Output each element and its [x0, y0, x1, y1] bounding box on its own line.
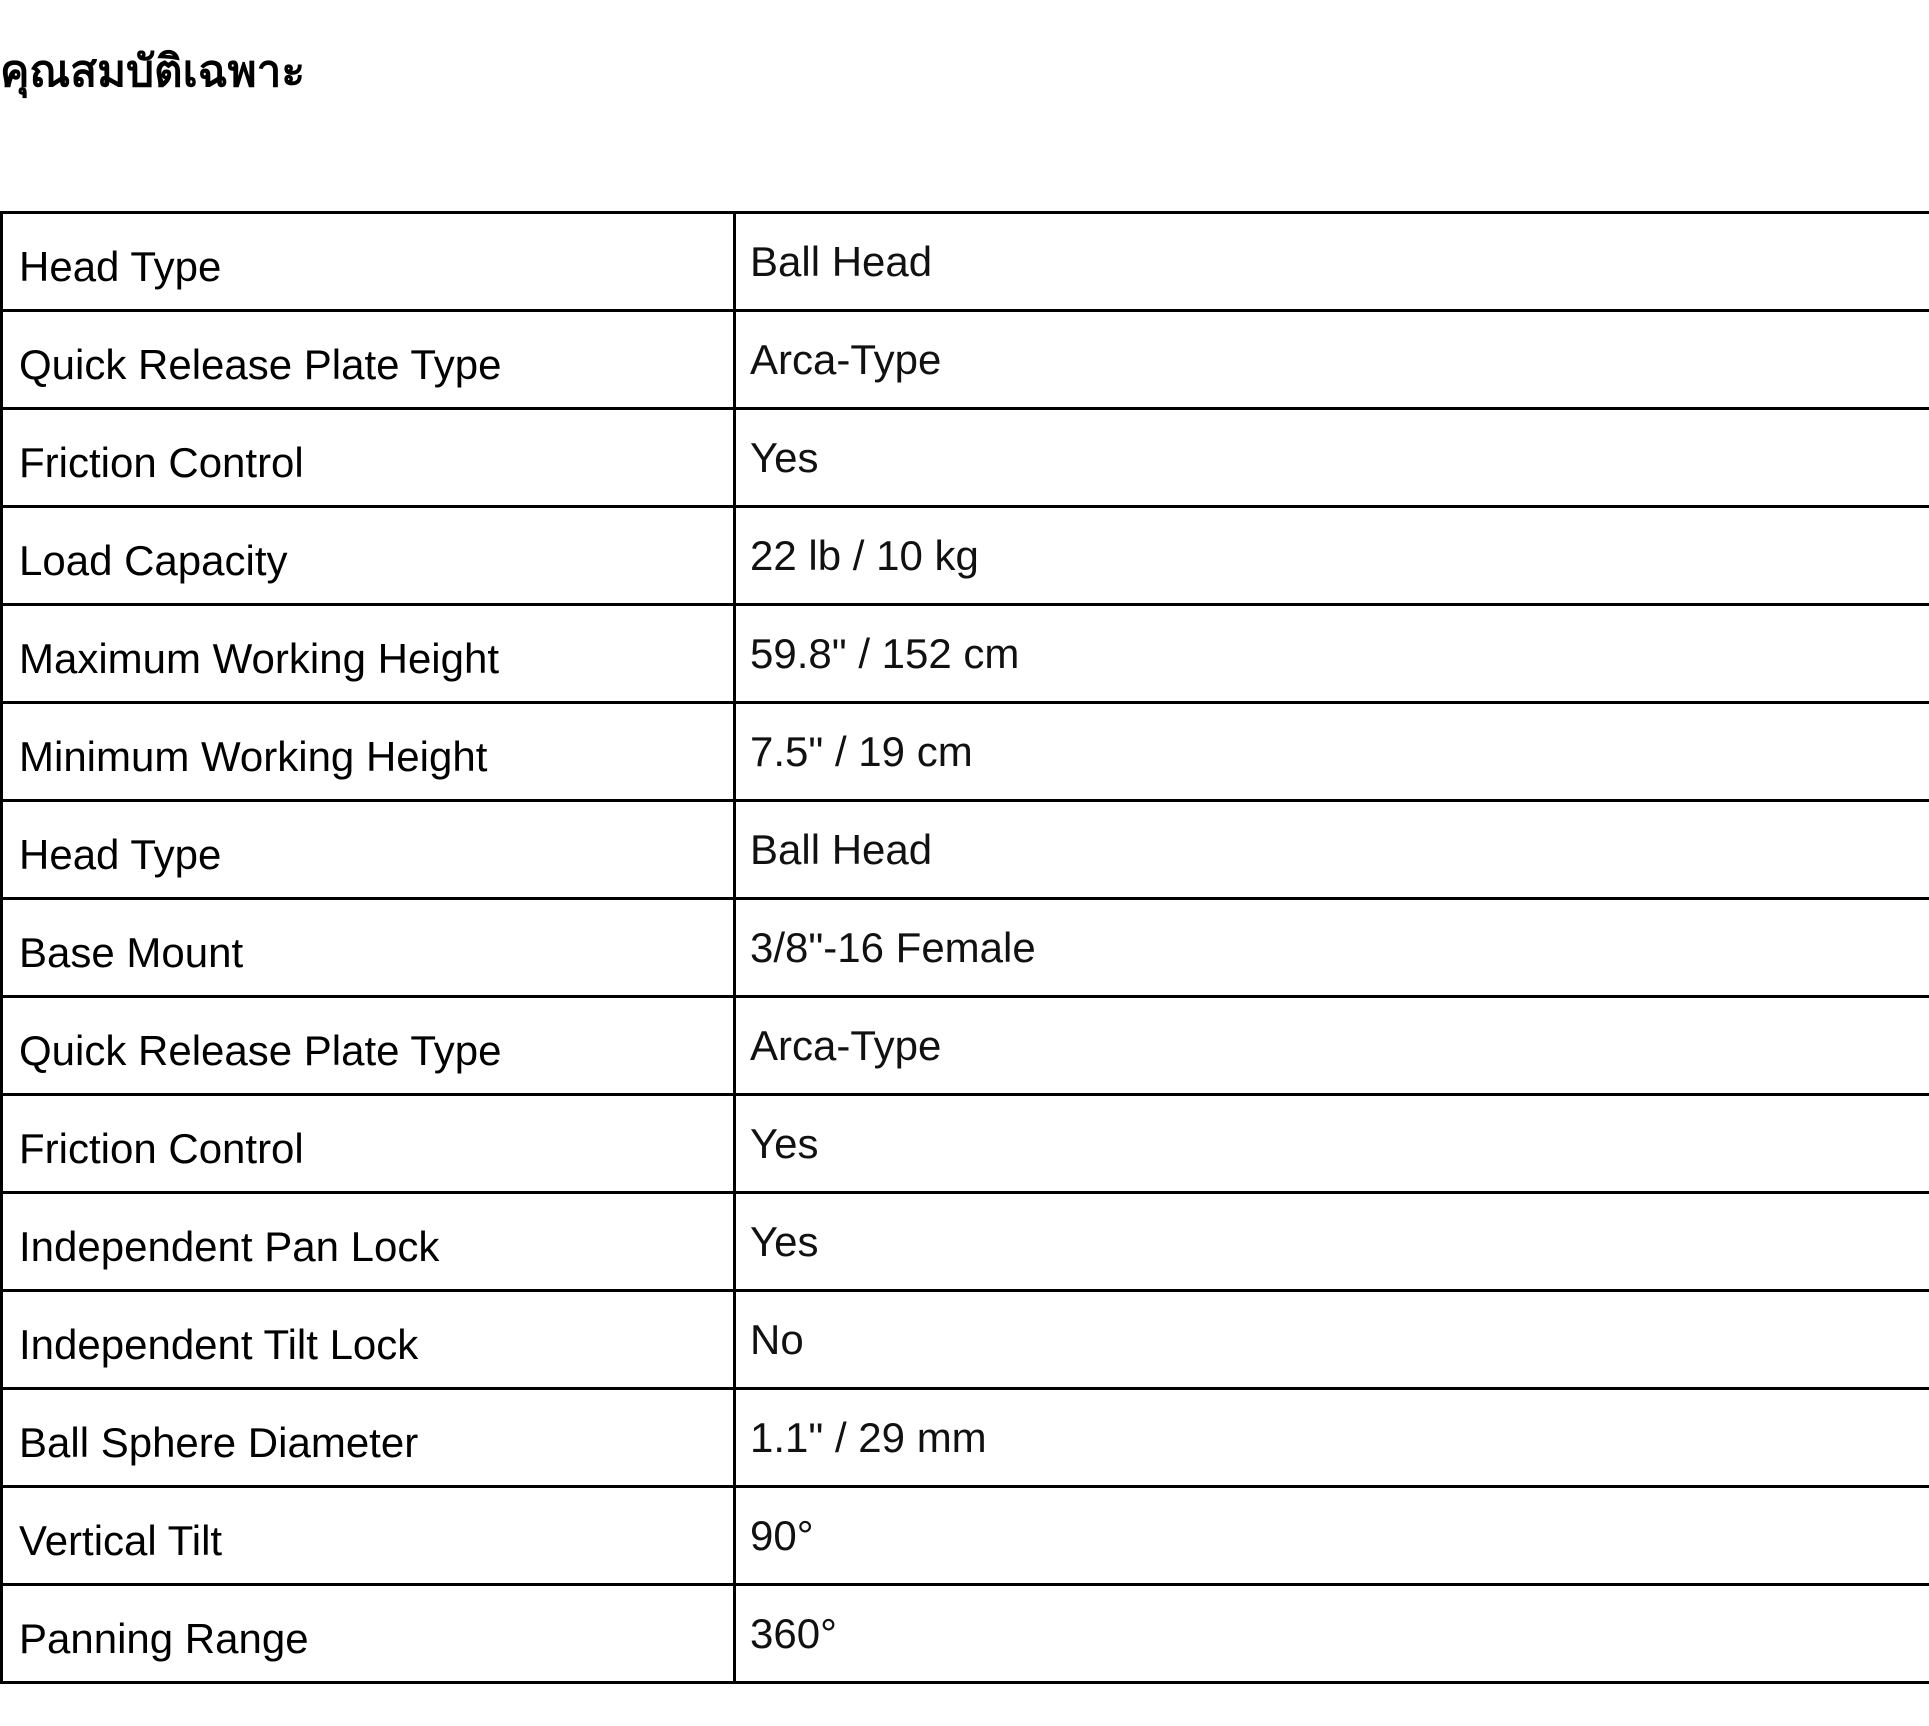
spec-value-cell	[735, 213, 1929, 311]
spec-label: Quick Release Plate Type	[19, 341, 502, 388]
spec-value: Arca-Type	[750, 336, 942, 383]
spec-value: No	[750, 1316, 804, 1363]
spec-value: Yes	[750, 1218, 819, 1265]
table-row	[2, 1389, 1929, 1487]
spec-value-cell	[735, 1585, 1929, 1683]
spec-value: 1.1" / 29 mm	[750, 1414, 987, 1461]
spec-value-cell	[735, 409, 1929, 507]
table-row	[2, 213, 1929, 311]
table-row	[2, 311, 1929, 409]
spec-label-cell	[2, 1193, 735, 1291]
table-row	[2, 1487, 1929, 1585]
spec-label: Maximum Working Height	[19, 635, 500, 682]
spec-label-cell	[2, 703, 735, 801]
table-row	[2, 507, 1929, 605]
spec-label: Load Capacity	[19, 537, 288, 584]
spec-value: 90°	[750, 1512, 814, 1559]
spec-value: 7.5" / 19 cm	[750, 728, 973, 775]
spec-label: Head Type	[19, 243, 222, 290]
spec-value: Yes	[750, 1120, 819, 1167]
spec-value-cell	[735, 507, 1929, 605]
table-row	[2, 1585, 1929, 1683]
spec-value-cell	[735, 1487, 1929, 1585]
spec-value: Arca-Type	[750, 1022, 942, 1069]
spec-label: Panning Range	[19, 1615, 309, 1662]
spec-label-cell	[2, 1585, 735, 1683]
spec-value: 360°	[750, 1610, 837, 1657]
spec-value-cell	[735, 1095, 1929, 1193]
spec-value-cell	[735, 1389, 1929, 1487]
spec-label-cell	[2, 1389, 735, 1487]
spec-value: Ball Head	[750, 238, 933, 285]
spec-label-cell	[2, 1487, 735, 1585]
spec-label: Ball Sphere Diameter	[19, 1419, 419, 1466]
spec-value: 59.8" / 152 cm	[750, 630, 1020, 677]
spec-value-cell	[735, 311, 1929, 409]
spec-label-cell	[2, 997, 735, 1095]
spec-label: Friction Control	[19, 1125, 304, 1172]
spec-value: 3/8"-16 Female	[750, 924, 1036, 971]
spec-label-cell	[2, 801, 735, 899]
spec-label: Minimum Working Height	[19, 733, 488, 780]
spec-value-cell	[735, 703, 1929, 801]
table-row	[2, 997, 1929, 1095]
table-row	[2, 801, 1929, 899]
spec-value-cell	[735, 801, 1929, 899]
table-row	[2, 899, 1929, 997]
spec-value: 22 lb / 10 kg	[750, 532, 979, 579]
table-row	[2, 1095, 1929, 1193]
page-title: คุณสมบัติเฉพาะ	[0, 46, 305, 97]
spec-label-cell	[2, 409, 735, 507]
spec-label-cell	[2, 1095, 735, 1193]
spec-label: Vertical Tilt	[19, 1517, 223, 1564]
spec-value-cell	[735, 1193, 1929, 1291]
table-row	[2, 605, 1929, 703]
spec-label: Base Mount	[19, 929, 244, 976]
spec-value: Ball Head	[750, 826, 933, 873]
spec-label: Independent Tilt Lock	[19, 1321, 419, 1368]
spec-label: Independent Pan Lock	[19, 1223, 440, 1270]
spec-value-cell	[735, 1291, 1929, 1389]
table-row	[2, 409, 1929, 507]
spec-label-cell	[2, 605, 735, 703]
table-row	[2, 703, 1929, 801]
spec-label: Head Type	[19, 831, 222, 878]
spec-label-cell	[2, 899, 735, 997]
spec-value-cell	[735, 997, 1929, 1095]
spec-value-cell	[735, 605, 1929, 703]
table-row	[2, 1193, 1929, 1291]
spec-label-cell	[2, 507, 735, 605]
spec-label-cell	[2, 311, 735, 409]
table-row	[2, 1291, 1929, 1389]
spec-value: Yes	[750, 434, 819, 481]
spec-table	[0, 211, 1929, 1684]
spec-label-cell	[2, 213, 735, 311]
spec-label-cell	[2, 1291, 735, 1389]
spec-label: Quick Release Plate Type	[19, 1027, 502, 1074]
spec-value-cell	[735, 899, 1929, 997]
spec-label: Friction Control	[19, 439, 304, 486]
